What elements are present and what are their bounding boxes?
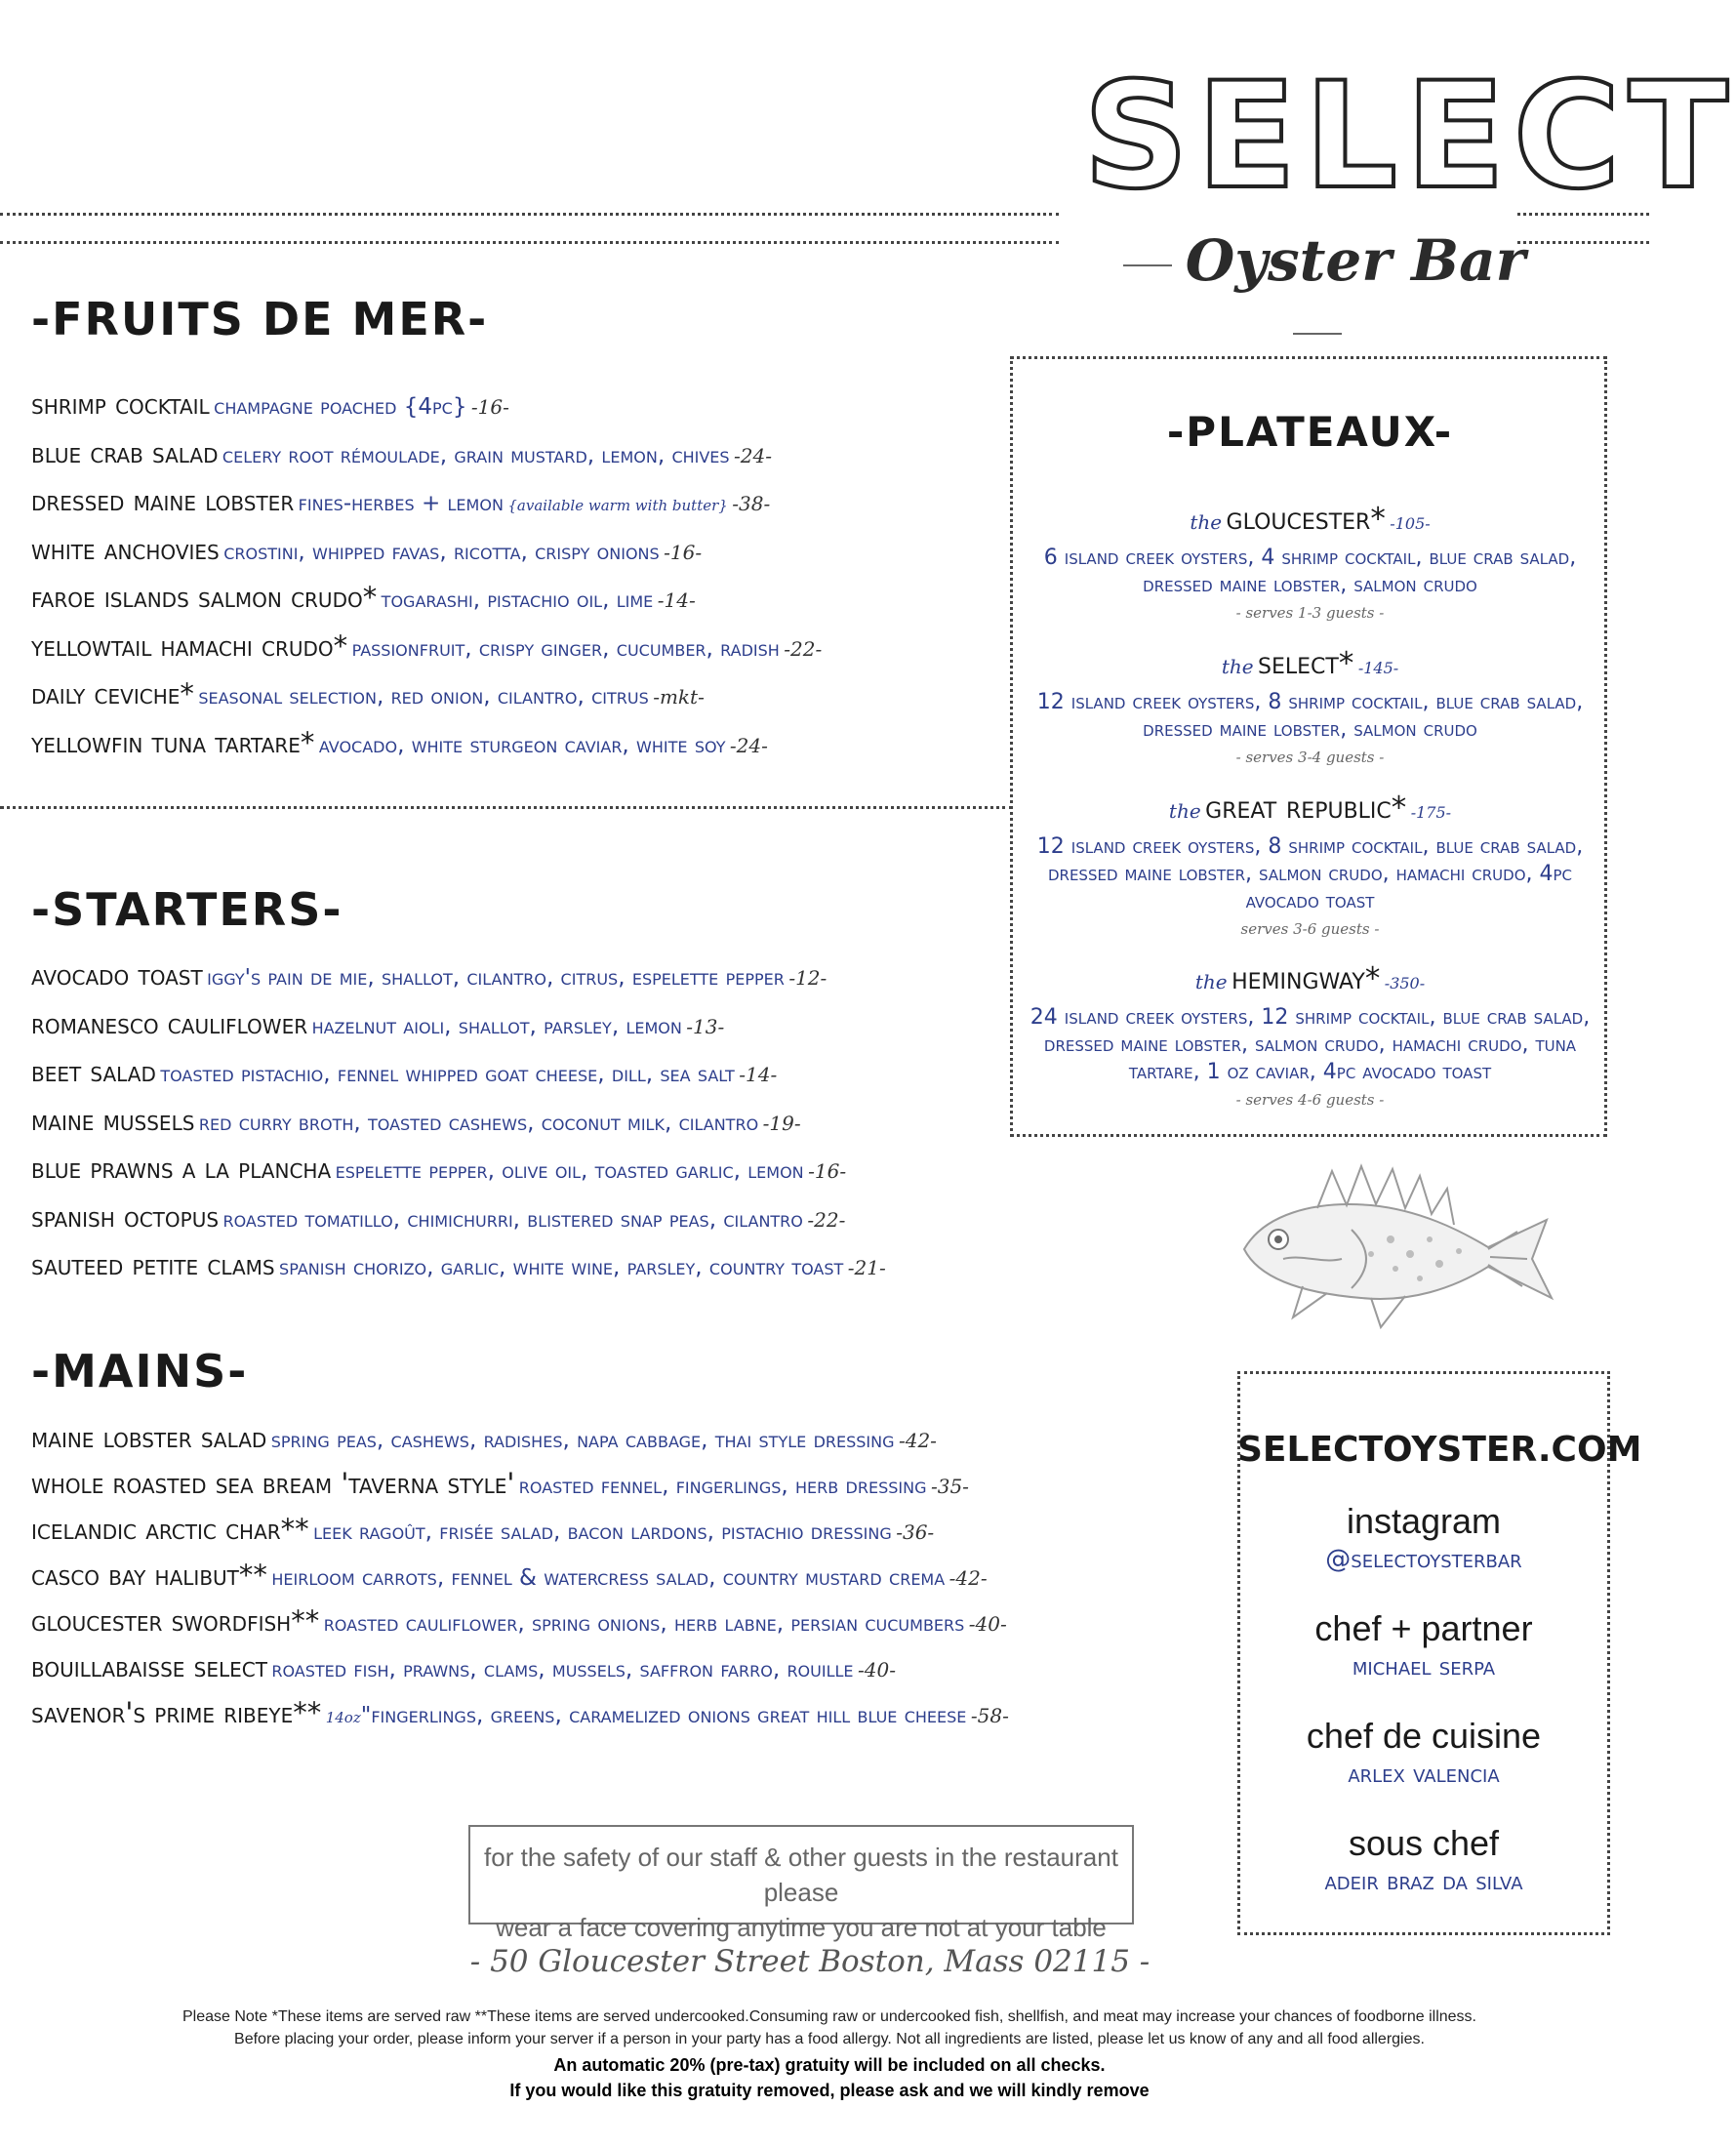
website-link[interactable]: SELECTOYSTER.COM: [1237, 1430, 1642, 1470]
item-desc: fines-herbes + lemon: [298, 491, 504, 516]
item-name: shrimp cocktail: [31, 387, 210, 421]
menu-item: [31, 574, 822, 623]
plateau-the: the: [1190, 510, 1223, 534]
plateau-serves: - serves 4-6 guests -: [1235, 1091, 1385, 1109]
menu-item: [31, 670, 822, 719]
plateau-head: [1015, 959, 1605, 1004]
item-desc: celery root rémoulade, grain mustard, lemon, chives: [222, 442, 730, 468]
item-price: -24-: [734, 443, 772, 467]
item-desc: avocado, white sturgeon caviar, white soy: [318, 732, 726, 758]
plateau-price: -105-: [1390, 514, 1431, 533]
item-price: -16-: [808, 1159, 847, 1183]
plateau-name: select*: [1258, 646, 1354, 681]
item-price: -16-: [470, 395, 509, 419]
menu-item: [31, 1048, 886, 1097]
item-desc: passionfruit, crispy ginger, cucumber, radish: [351, 635, 780, 662]
item-name: maine lobster salad: [31, 1421, 267, 1454]
chef-partner-name: michael serpa: [1352, 1652, 1496, 1681]
item-price: -24-: [729, 733, 768, 757]
plateau-name: hemingway*: [1231, 961, 1381, 996]
menu-item: [31, 429, 822, 478]
instagram-handle[interactable]: @selectoysterbar: [1325, 1545, 1522, 1574]
section-rule: [0, 806, 1013, 809]
item-price: -36-: [896, 1520, 935, 1544]
plateau-price: -175-: [1410, 803, 1452, 822]
item-name: savenor's prime ribeye**: [31, 1696, 322, 1729]
footer-note-allergy: Before placing your order, please inform your server if a person in your party has a food allergy. Not all ingredients are listed, please let us know of any and all food allergies.: [234, 2031, 1425, 2047]
item-desc: crostini, whipped favas, ricotta, crispy onions: [223, 539, 660, 565]
item-price: -12-: [788, 966, 828, 990]
plateau-the: the: [1168, 799, 1201, 823]
item-price: -40-: [857, 1658, 896, 1681]
footer-gratuity-removal: If you would like this gratuity removed, please ask and we will kindly remove: [509, 2081, 1150, 2100]
menu-item: [31, 381, 822, 429]
item-price: -22-: [784, 636, 823, 661]
item-name: dressed maine lobster: [31, 484, 295, 517]
item-price: -14-: [739, 1063, 778, 1086]
item-name: avocado toast: [31, 958, 203, 992]
address: - 50 Gloucester Street Boston, Mass 02115 -: [469, 1944, 1151, 1979]
mains-list: [31, 1415, 1009, 1736]
menu-item: [31, 526, 822, 575]
plateau-serves: - serves 3-4 guests -: [1235, 749, 1385, 766]
item-desc: espelette pepper, olive oil, toasted garlic, lemon: [335, 1158, 804, 1184]
plateau-the: the: [1221, 655, 1254, 678]
item-desc: hazelnut aioli, shallot, parsley, lemon: [311, 1013, 682, 1039]
instagram-label: instagram: [1346, 1501, 1502, 1541]
chef-de-cuisine-label: chef de cuisine: [1306, 1716, 1542, 1756]
menu-item: [31, 1097, 886, 1146]
menu-item: [31, 1415, 1009, 1461]
plateau-great-republic: [1015, 789, 1605, 943]
item-name: daily ceviche*: [31, 677, 194, 710]
header-rule-left-2: [0, 241, 1059, 244]
logo-dash-right: [1293, 333, 1342, 335]
logo-title: SELECT: [1083, 52, 1736, 222]
item-price: -42-: [949, 1566, 988, 1590]
item-price: -22-: [807, 1207, 846, 1232]
footer-note-raw: Please Note *These items are served raw **These items are served undercooked.Consuming raw or undercooked fish, shellfish, and meat may increase your chances of foodborne illness.: [182, 2008, 1476, 2025]
starters-list: [31, 952, 886, 1290]
footer-gratuity: An automatic 20% (pre-tax) gratuity will be included on all checks.: [553, 2055, 1106, 2075]
item-desc: champagne poached {4pc}: [214, 394, 467, 420]
item-name: icelandic arctic char**: [31, 1513, 309, 1546]
fruits-de-mer-list: [31, 381, 822, 767]
item-desc: toasted pistachio, fennel whipped goat cheese, dill, sea salt: [160, 1062, 735, 1087]
plateau-select: [1015, 644, 1605, 771]
plateau-price: -350-: [1384, 974, 1426, 992]
item-name: white anchovies: [31, 532, 220, 566]
plateau-head: [1015, 500, 1605, 545]
plateau-the: the: [1194, 970, 1228, 993]
sous-chef-label: sous chef: [1348, 1823, 1500, 1863]
sous-chef-name: adeir braz da silva: [1324, 1867, 1523, 1896]
plateau-price: -145-: [1357, 659, 1399, 677]
item-name: faroe islands salmon crudo*: [31, 581, 378, 614]
menu-item: [31, 1000, 886, 1049]
menu-item: [31, 623, 822, 671]
item-note: {available warm with butter}: [507, 497, 728, 514]
menu-item: [31, 1599, 1009, 1644]
plateau-name: great republic*: [1205, 790, 1407, 826]
plateau-serves: - serves 1-3 guests -: [1235, 604, 1385, 622]
plateaux-title: -PLATEAUX-: [1166, 408, 1454, 456]
item-name: blue prawns a la plancha: [31, 1152, 332, 1185]
mains-title: -MAINS-: [31, 1345, 249, 1398]
item-desc: togarashi, pistachio oil, lime: [381, 587, 654, 613]
item-price: -35-: [930, 1475, 969, 1498]
item-price: -40-: [968, 1612, 1007, 1636]
item-name: maine mussels: [31, 1103, 195, 1137]
item-desc: iggy's pain de mie, shallot, cilantro, citrus, espelette pepper: [207, 965, 785, 991]
item-desc: leek ragoût, frisée salad, bacon lardons, pistachio dressing: [313, 1519, 892, 1545]
item-name: spanish octopus: [31, 1199, 220, 1234]
item-desc: heirloom carrots, fennel & watercress salad, country mustard crema: [271, 1565, 946, 1591]
fish-illustration-icon: [1225, 1161, 1556, 1332]
chef-partner-label: chef + partner: [1314, 1608, 1533, 1648]
safety-line-2: wear a face covering anytime you are not at your table: [496, 1913, 1107, 1942]
logo-subtitle: [1093, 226, 1542, 363]
item-price: -38-: [732, 492, 771, 515]
item-price: -14-: [657, 588, 696, 612]
item-desc: spring peas, cashews, radishes, napa cabbage, thai style dressing: [270, 1428, 895, 1453]
item-name: yellowfin tuna tartare*: [31, 725, 315, 759]
item-name: casco bay halibut**: [31, 1559, 267, 1592]
logo-dash-left: [1123, 264, 1172, 266]
item-name: gloucester swordfish**: [31, 1604, 320, 1638]
item-desc: spanish chorizo, garlic, white wine, parsley, country toast: [279, 1255, 844, 1280]
plateau-serves: serves 3-6 guests -: [1240, 920, 1380, 938]
menu-item: [31, 719, 822, 768]
plateau-head: [1015, 644, 1605, 689]
item-price: -19-: [762, 1111, 801, 1135]
plateau-hemingway: [1015, 959, 1605, 1114]
plateau-desc: 24 island creek oysters, 12 shrimp cocktail, blue crab salad, dressed maine lobster, salmon crudo, hamachi crudo, tuna tartare, 1 oz caviar, 4pc avocado toast: [1029, 1005, 1591, 1084]
chef-de-cuisine-name: arlex valencia: [1348, 1760, 1500, 1789]
item-desc: red curry broth, toasted cashews, coconut milk, cilantro: [198, 1110, 759, 1136]
item-desc: roasted fish, prawns, clams, mussels, saffron farro, rouille: [271, 1657, 854, 1682]
item-desc: seasonal selection, red onion, cilantro, citrus: [198, 684, 649, 709]
plateau-gloucester: [1015, 500, 1605, 627]
item-price: -58-: [970, 1704, 1009, 1727]
item-desc: "fingerlings, greens, caramelized onions great hill blue cheese: [360, 1703, 967, 1728]
logo-subtitle-text: Oyster Bar: [1185, 227, 1526, 294]
fruits-de-mer-title: -FRUITS DE MER-: [31, 293, 489, 345]
plateau-desc: 6 island creek oysters, 4 shrimp cocktail, blue crab salad, dressed maine lobster, salmon crudo: [1043, 546, 1577, 597]
menu-item: [31, 1553, 1009, 1599]
item-price: -16-: [664, 540, 703, 564]
menu-item: [31, 1194, 886, 1242]
starters-title: -STARTERS-: [31, 883, 343, 936]
plateau-head: [1015, 789, 1605, 833]
safety-line-1: for the safety of our staff & other guests in the restaurant please: [484, 1843, 1118, 1907]
menu-item: [31, 952, 886, 1000]
item-desc: roasted tomatillo, chimichurri, blistered snap peas, cilantro: [222, 1206, 803, 1233]
item-name: beet salad: [31, 1055, 156, 1088]
item-note: 14oz: [325, 1709, 361, 1726]
safety-notice: [468, 1825, 1134, 1942]
plateau-desc: 12 island creek oysters, 8 shrimp cocktail, blue crab salad, dressed maine lobster, salmon crudo, hamachi crudo, 4pc avocado toast: [1036, 834, 1584, 913]
item-price: -21-: [847, 1256, 886, 1279]
plateau-name: gloucester*: [1226, 502, 1386, 537]
menu-item: [31, 1690, 1009, 1736]
menu-item: [31, 1241, 886, 1290]
item-name: sauteed petite clams: [31, 1248, 275, 1281]
item-desc: roasted cauliflower, spring onions, herb labne, persian cucumbers: [323, 1611, 965, 1637]
menu-item: [31, 1461, 1009, 1507]
item-name: whole roasted sea bream 'taverna style': [31, 1467, 515, 1500]
menu-item: [31, 1507, 1009, 1553]
item-price: -42-: [898, 1429, 937, 1452]
header-rule-left-1: [0, 213, 1059, 216]
item-name: blue crab salad: [31, 435, 219, 469]
item-name: yellowtail hamachi crudo*: [31, 628, 348, 663]
plateau-desc: 12 island creek oysters, 8 shrimp cocktail, blue crab salad, dressed maine lobster, salmon crudo: [1036, 690, 1584, 742]
item-name: bouillabaisse select: [31, 1650, 267, 1683]
item-desc: roasted fennel, fingerlings, herb dressing: [518, 1474, 927, 1499]
item-price: -13-: [686, 1014, 725, 1038]
menu-item: [31, 1145, 886, 1194]
menu-item: [31, 477, 822, 526]
menu-item: [31, 1644, 1009, 1690]
item-name: romanesco cauliflower: [31, 1006, 308, 1040]
item-price: -mkt-: [653, 685, 705, 709]
